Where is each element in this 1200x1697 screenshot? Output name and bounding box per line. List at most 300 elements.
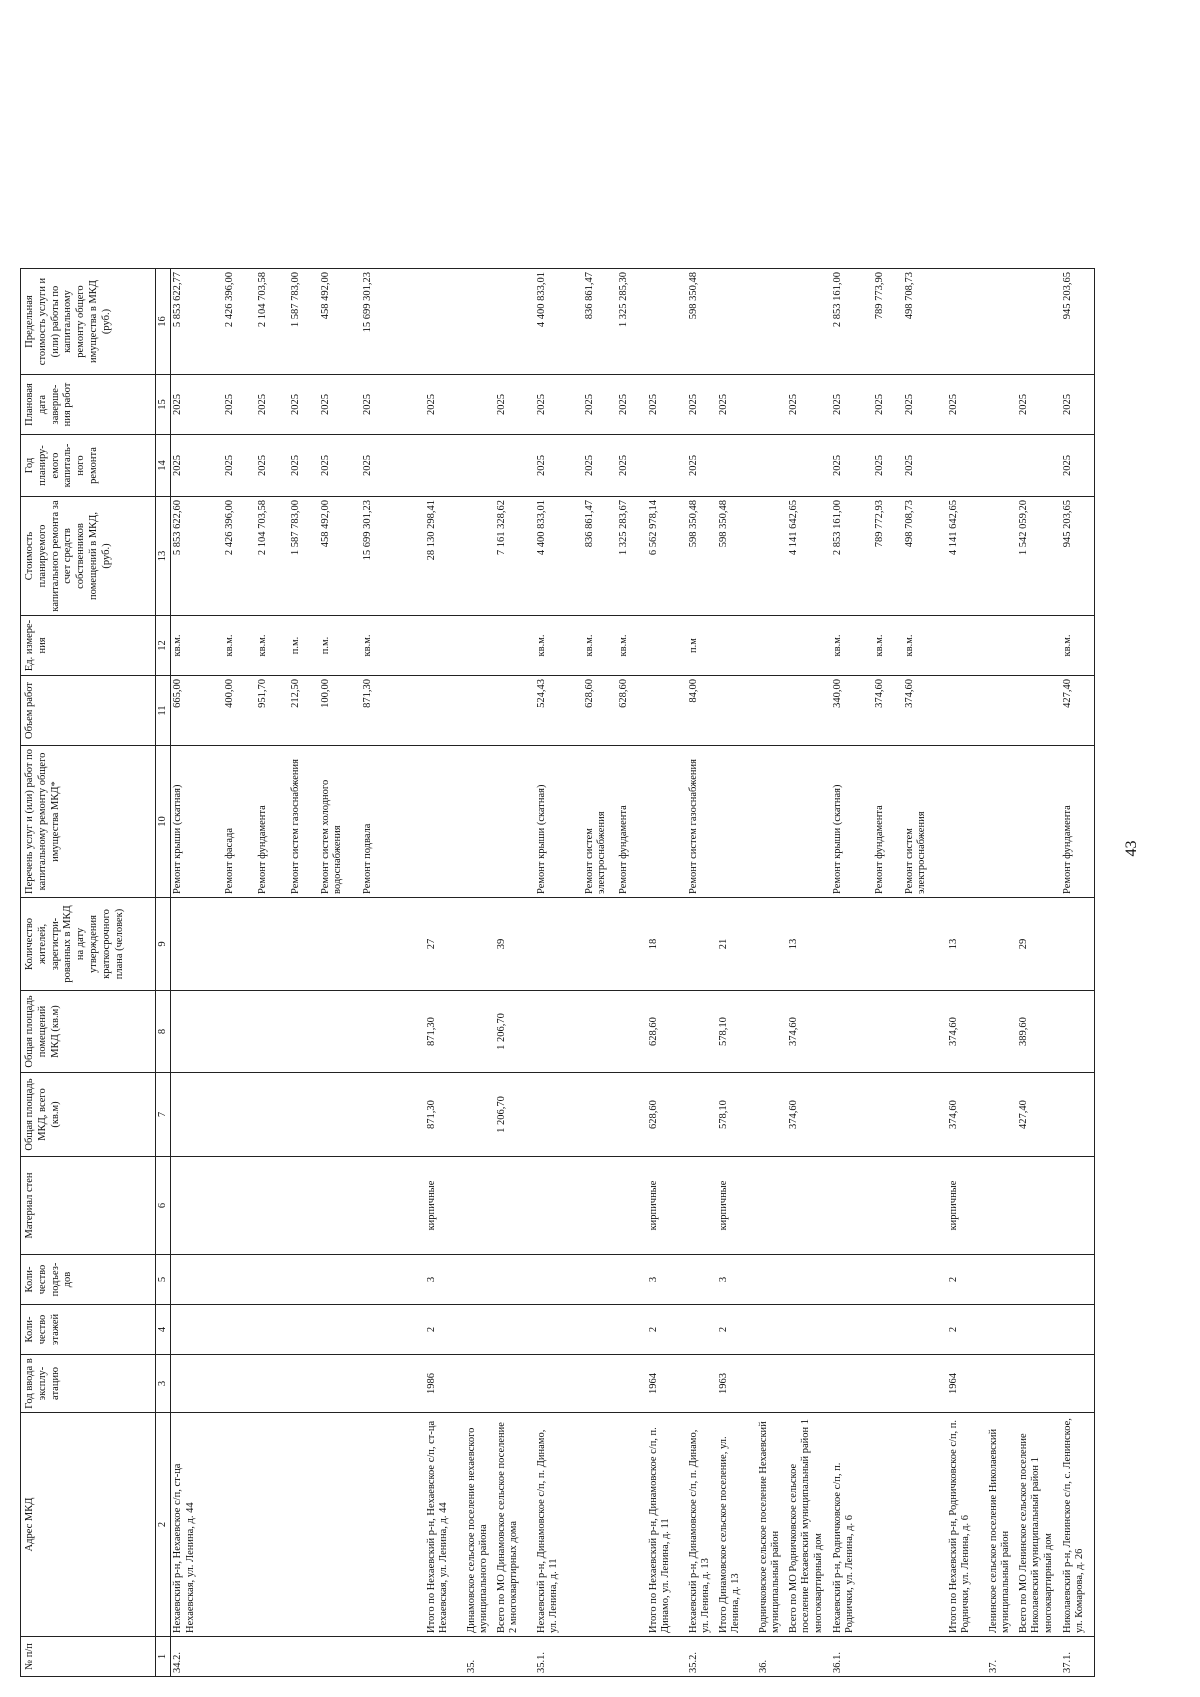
table-cell: 628,60 [647,1073,687,1157]
table-cell: 35. [465,1637,495,1677]
table-cell: 5 853 622,77 [171,269,223,375]
table-cell: 628,60 [617,676,647,746]
table-cell [1017,1637,1061,1677]
table-cell: 945 203,65 [1061,269,1095,375]
table-cell [903,898,947,991]
table-cell [687,898,717,991]
header-cell-repair-year: Год планиру-емого капиталь-ного ремонта [21,435,156,497]
header-cell-end-date: Плановая дата заверше-ния работ [21,375,156,435]
table-cell: кв.м. [535,616,583,676]
table-cell: кирпичные [425,1157,465,1255]
table-cell: 2025 [717,375,757,435]
table-cell: 2025 [687,375,717,435]
header-cell-max-cost: Предельная стоимость услуги и (или) работы по капитальному ремонту общего имущества в МКД (руб.) [21,269,156,375]
table-cell [171,1255,223,1305]
table-cell: 2025 [319,435,361,497]
table-cell [223,1157,256,1255]
table-cell: Итого по Нехаевский р-н, Нехаевское с/п, ст-ца Нехаевская, ул. Ленина, д. 44 [425,1413,465,1637]
table-cell: Ремонт крыши (скатная) [831,746,873,898]
table-cell: 628,60 [583,676,617,746]
table-row [361,269,425,1677]
table-cell: Ремонт фундамента [1061,746,1095,898]
table-cell [831,1255,873,1305]
table-cell: 1986 [425,1355,465,1413]
header-cell-entrances: Коли-чество подъез-дов [21,1255,156,1305]
table-cell [687,1305,717,1355]
table-cell: 2025 [831,375,873,435]
table-cell [987,497,1017,616]
table-cell: 2 426 396,00 [223,269,256,375]
table-cell: 3 [425,1255,465,1305]
table-cell [787,676,831,746]
table-cell [617,898,647,991]
header-cell-floors: Коли-чество этажей [21,1305,156,1355]
table-cell: Ремонт крыши (скатная) [171,746,223,898]
table-cell: 7 161 328,62 [495,497,535,616]
table-cell [617,1157,647,1255]
column-number-row [156,269,171,1677]
table-cell [583,991,617,1073]
table-cell [873,898,903,991]
table-cell [171,1157,223,1255]
header-cell-volume: Объем работ [21,676,156,746]
table-cell [535,1355,583,1413]
table-cell [495,269,535,375]
table-cell: 2025 [583,375,617,435]
table-cell [495,1355,535,1413]
table-cell: кирпичные [647,1157,687,1255]
table-cell [757,497,787,616]
table-cell: 374,60 [787,1073,831,1157]
table-cell [223,1305,256,1355]
table-cell [223,1355,256,1413]
table-cell [987,1255,1017,1305]
table-cell [1017,1355,1061,1413]
table-cell: Итого Динамовское сельское поселение, ул. Ленина, д. 13 [717,1413,757,1637]
table-cell [947,676,987,746]
table-cell: кв.м. [903,616,947,676]
page-number: 43 [1123,840,1140,857]
column-number: 13 [156,497,171,616]
table-cell: 2025 [873,435,903,497]
table-row [319,269,361,1677]
table-cell: 374,60 [787,991,831,1073]
header-cell-residents: Количество жителей, зарегистри-рованных в МКД на дату утверждения краткосрочного плана (человек) [21,898,156,991]
table-cell [1061,1305,1095,1355]
table-cell [535,1305,583,1355]
table-cell [647,269,687,375]
table-cell [757,1073,787,1157]
table-cell [256,1637,289,1677]
table-cell: Всего по МО Динамовское сельское поселение 2 многоквартирных дома [495,1413,535,1637]
table-cell [256,1255,289,1305]
table-cell [583,898,617,991]
table-cell: 2 104 703,58 [256,269,289,375]
table-cell [361,1637,425,1677]
table-cell: 2025 [947,375,987,435]
table-cell [535,898,583,991]
table-cell [873,1157,903,1255]
table-cell [223,1413,256,1637]
table-cell: 789 773,90 [873,269,903,375]
table-cell [535,991,583,1073]
header-cell-num: № п/п [21,1637,156,1677]
table-cell: Ленинское сельское поселение Николаевский муниципальный район [987,1413,1017,1637]
table-cell [903,991,947,1073]
table-cell [223,1637,256,1677]
header-cell-premises-area: Общая площадь помещений МКД (кв.м) [21,991,156,1073]
table-cell [289,1637,319,1677]
table-cell: Ремонт фундамента [617,746,647,898]
header-cell-total-area: Общая площадь МКД, всего (кв.м) [21,1073,156,1157]
table-cell: 374,60 [873,676,903,746]
table-cell [903,1355,947,1413]
table-cell [787,746,831,898]
table-cell: 836 861,47 [583,269,617,375]
table-cell: Ремонт подвала [361,746,425,898]
table-cell: 2 [717,1305,757,1355]
table-cell [757,1355,787,1413]
table-cell [535,1073,583,1157]
table-cell: 1964 [647,1355,687,1413]
table-cell [495,746,535,898]
table-row [289,269,319,1677]
table-cell: 871,30 [425,1073,465,1157]
table-row [757,269,787,1677]
table-cell: 598 350,48 [687,497,717,616]
table-cell [256,1157,289,1255]
table-row [535,269,583,1677]
table-cell: п.м [687,616,717,676]
table-cell: 578,10 [717,991,757,1073]
table-cell [873,991,903,1073]
table-cell [1017,1255,1061,1305]
table-cell [361,1157,425,1255]
table-row [171,269,223,1677]
table-cell: 4 141 642,65 [787,497,831,616]
table-cell: 836 861,47 [583,497,617,616]
table-cell: Николаевский р-н, Ленинское с/п, с. Ленинское, ул. Комарова, д. 26 [1061,1413,1095,1637]
repair-plan-table [20,268,1095,1677]
table-cell [787,1637,831,1677]
table-cell: 374,60 [947,991,987,1073]
table-cell: Нехаевский р-н, Динамовское с/п, п. Динамо, ул. Ленина, д. 11 [535,1413,583,1637]
table-row [465,269,495,1677]
table-cell: Нехаевский р-н, Нехаевское с/п, ст-ца Нехаевская, ул. Ленина, д. 44 [171,1413,223,1637]
table-cell: 4 141 642,65 [947,497,987,616]
table-cell [171,1355,223,1413]
table-row [583,269,617,1677]
table-cell [583,1073,617,1157]
table-cell [465,991,495,1073]
table-cell [717,616,757,676]
table-cell [465,1305,495,1355]
table-cell [1017,1157,1061,1255]
table-cell: 2025 [223,435,256,497]
table-cell: 945 203,65 [1061,497,1095,616]
table-cell [289,1305,319,1355]
column-number: 3 [156,1355,171,1413]
table-cell [465,676,495,746]
table-cell: 100,00 [319,676,361,746]
rotated-table-sheet [20,20,1190,1677]
header-cell-year: Год ввода в эксплу-атацию [21,1355,156,1413]
table-cell: 27 [425,898,465,991]
table-cell: кв.м. [873,616,903,676]
table-cell: 598 350,48 [717,497,757,616]
table-cell [319,991,361,1073]
header-cell-address: Адрес МКД [21,1413,156,1637]
table-cell [171,991,223,1073]
table-cell: 2025 [903,435,947,497]
table-cell: кв.м. [583,616,617,676]
table-cell: 2025 [617,435,647,497]
table-cell [1061,991,1095,1073]
table-cell: кв.м. [617,616,647,676]
table-cell: Ремонт систем газоснабжения [289,746,319,898]
table-cell [617,1413,647,1637]
table-cell: Ремонт систем электроснабжения [583,746,617,898]
table-cell [647,616,687,676]
table-cell: 1 587 783,00 [289,497,319,616]
table-cell [1017,1305,1061,1355]
table-cell [1017,435,1061,497]
table-cell [171,898,223,991]
table-cell [787,1157,831,1255]
table-cell [903,1073,947,1157]
table-cell [289,1157,319,1255]
table-cell [617,1355,647,1413]
table-cell [223,898,256,991]
table-cell: 15 699 301,23 [361,497,425,616]
table-cell [361,1255,425,1305]
table-cell [465,1255,495,1305]
table-cell: 2025 [223,375,256,435]
table-cell [831,991,873,1073]
table-cell [987,898,1017,991]
table-cell: 35.1. [535,1637,583,1677]
table-cell [903,1637,947,1677]
table-cell: 18 [647,898,687,991]
header-cell-wall-material: Материал стен [21,1157,156,1255]
table-cell [903,1255,947,1305]
table-cell [757,269,787,375]
table-cell: 37.1. [1061,1637,1095,1677]
table-row [873,269,903,1677]
table-cell [757,375,787,435]
column-number: 4 [156,1305,171,1355]
table-cell [903,1157,947,1255]
table-row [256,269,289,1677]
table-cell: 340,00 [831,676,873,746]
header-row [21,269,156,1677]
table-cell: 2025 [495,375,535,435]
table-cell [223,991,256,1073]
table-cell: 789 772,93 [873,497,903,616]
table-cell [319,1637,361,1677]
table-row [687,269,717,1677]
table-row [495,269,535,1677]
table-cell: Ремонт фундамента [256,746,289,898]
table-cell [465,746,495,898]
table-cell: Ремонт фасада [223,746,256,898]
table-cell: 2025 [1061,375,1095,435]
table-cell [687,1355,717,1413]
table-cell [987,991,1017,1073]
table-cell [495,1305,535,1355]
table-cell: 2025 [1061,435,1095,497]
table-cell [757,991,787,1073]
table-cell: 36.1. [831,1637,873,1677]
table-cell [687,1255,717,1305]
table-cell [583,1413,617,1637]
table-cell [319,1355,361,1413]
table-cell [947,746,987,898]
table-cell: Ремонт крыши (скатная) [535,746,583,898]
table-cell [947,435,987,497]
table-cell: 498 708,73 [903,497,947,616]
table-cell: 458 492,00 [319,269,361,375]
table-cell [873,1637,903,1677]
column-number: 16 [156,269,171,375]
table-row [717,269,757,1677]
table-cell [617,991,647,1073]
table-cell [495,1255,535,1305]
table-cell: п.м. [319,616,361,676]
table-cell: 871,30 [361,676,425,746]
table-cell: 15 699 301,23 [361,269,425,375]
table-cell [256,1355,289,1413]
table-cell [319,1157,361,1255]
table-cell: 6 562 978,14 [647,497,687,616]
table-row [903,269,947,1677]
column-number: 5 [156,1255,171,1305]
table-cell: 35.2. [687,1637,717,1677]
table-cell [831,1305,873,1355]
table-cell [987,1305,1017,1355]
table-cell [361,1073,425,1157]
table-cell [617,1305,647,1355]
table-cell: 2025 [1017,375,1061,435]
table-cell [987,435,1017,497]
table-cell [787,269,831,375]
table-cell: 84,00 [687,676,717,746]
table-cell [987,1157,1017,1255]
table-row [831,269,873,1677]
table-cell: 498 708,73 [903,269,947,375]
table-cell [1061,1255,1095,1305]
column-number: 2 [156,1413,171,1637]
table-cell: 1 325 285,30 [617,269,647,375]
table-cell: 389,60 [1017,991,1061,1073]
table-cell: Нехаевский р-н, Родничковское с/п, п. Роднички, ул. Ленина, д. 6 [831,1413,873,1637]
table-cell [465,616,495,676]
table-cell: 524,43 [535,676,583,746]
table-cell: 2025 [256,435,289,497]
table-cell: кв.м. [1061,616,1095,676]
table-cell [425,746,465,898]
table-cell [361,1413,425,1637]
table-cell: Всего по МО Ленинское сельское поселение Николаевский муниципальный район 1 многоквартирный дом [1017,1413,1061,1637]
table-cell: Ремонт систем электроснабжения [903,746,947,898]
column-number: 14 [156,435,171,497]
table-cell [319,1255,361,1305]
table-cell [787,1355,831,1413]
table-cell: 1 542 059,20 [1017,497,1061,616]
table-cell [787,616,831,676]
table-cell [647,676,687,746]
table-cell [319,1305,361,1355]
table-cell [717,746,757,898]
table-cell [223,1073,256,1157]
table-cell: 871,30 [425,991,465,1073]
table-cell: 2025 [687,435,717,497]
table-cell [319,898,361,991]
table-cell: кв.м. [831,616,873,676]
table-cell: 458 492,00 [319,497,361,616]
table-cell [617,1255,647,1305]
table-cell [361,991,425,1073]
table-cell: Ремонт систем газоснабжения [687,746,717,898]
table-cell [495,435,535,497]
table-cell: 13 [947,898,987,991]
table-cell: 2 853 161,00 [831,269,873,375]
table-cell [1061,1355,1095,1413]
table-cell: 427,40 [1017,1073,1061,1157]
table-cell [465,375,495,435]
table-cell [987,1073,1017,1157]
table-cell [289,991,319,1073]
table-cell [947,1637,987,1677]
table-cell: 5 853 622,60 [171,497,223,616]
table-cell [465,497,495,616]
table-cell [831,1073,873,1157]
table-cell [757,746,787,898]
table-cell: 2 [947,1305,987,1355]
table-cell: 2025 [361,375,425,435]
column-number: 7 [156,1073,171,1157]
table-cell: 2 426 396,00 [223,497,256,616]
table-cell [647,435,687,497]
table-row [1061,269,1095,1677]
table-cell [361,898,425,991]
table-cell [687,1157,717,1255]
table-cell [757,1157,787,1255]
table-cell [647,746,687,898]
table-cell [647,1637,687,1677]
table-cell: Итого по Нехаевский р-н, Родничковское с/п, п. Роднички, ул. Ленина, д. 6 [947,1413,987,1637]
table-cell: 1 206,70 [495,991,535,1073]
table-cell [987,676,1017,746]
table-cell: Динамовское сельское поселение нехаевского муниципального района [465,1413,495,1637]
table-row [987,269,1017,1677]
table-cell [757,1305,787,1355]
table-cell [289,1355,319,1413]
table-cell [1017,746,1061,898]
table-cell [535,1157,583,1255]
table-cell: Ремонт фундамента [873,746,903,898]
table-cell [831,1355,873,1413]
table-cell [495,1157,535,1255]
table-cell [873,1413,903,1637]
table-cell [495,676,535,746]
table-cell: кв.м. [171,616,223,676]
table-cell [947,616,987,676]
table-cell [1061,1073,1095,1157]
table-cell [687,1073,717,1157]
table-cell: 1 206,70 [495,1073,535,1157]
table-cell [617,1073,647,1157]
